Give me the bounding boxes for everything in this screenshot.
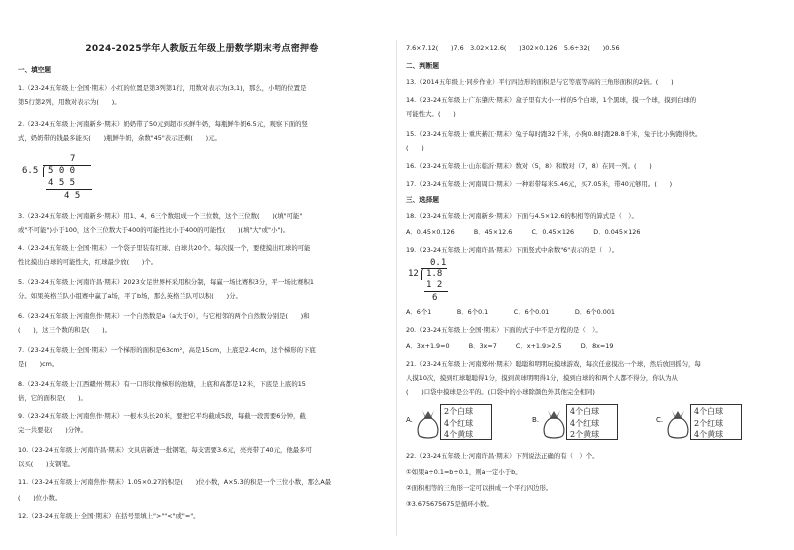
bag-a-letter: A. — [406, 416, 413, 424]
q6-line2: ( )，这三个数的和是( )。 — [18, 326, 112, 334]
left-column — [14, 0, 390, 550]
right-column — [402, 0, 782, 550]
q2-line1: 2.（23-24五年级上·河南新乡·期末）奶奶带了50元到超市买鲜牛奶，每瓶鲜牛奶6.5元，观察下面的竖 — [18, 120, 308, 128]
div2-dividend: 1.8 — [426, 269, 443, 279]
q18-line: 18.（23-24五年级上·河南新乡·期末）下面与4.5×12.6的积相等的算式是（ ）。 — [406, 212, 638, 220]
q10-line1: 10.（23-24五年级上·河南许昌·期末）文具店新进一批钢笔，每支需要3.6元，亮亮带了40元，他最多可 — [18, 446, 312, 454]
q22-statement-3: ③3.675675675是循环小数。 — [406, 500, 493, 508]
div1-product: 4 5 5 — [48, 178, 76, 188]
bag-option-c[interactable] — [656, 404, 766, 444]
bag-b-white: 4个白球 — [570, 407, 600, 416]
q17-line: 17.（23-24五年级上·河南周口·期末）一种彩带每米5.46元，买7.05米，带40元够用。( ) — [406, 180, 673, 188]
q14-line2: 可能性大。( ) — [406, 110, 456, 118]
q21-line2: 人摸10次，摸到红球聪聪得1分，摸到黄球明明得1分，摸到白球的和两个人都不得分，你认为从 — [406, 374, 678, 382]
bag-a-red: 4个红球 — [444, 418, 474, 428]
bag-option-b[interactable] — [532, 404, 642, 444]
q19-line: 19.（23-24五年级上·河南许昌·期末）下面竖式中余数"6"表示的是（ ）。 — [406, 246, 619, 254]
q8-line2: 倍，它的面积是( )。 — [18, 394, 87, 402]
long-division-1 — [22, 154, 102, 208]
bag-a-yellow: 4个黄球 — [444, 430, 474, 439]
q22-statement-2: ②面积相等的三角形一定可以拼成一个平行四边形。 — [406, 484, 553, 492]
bag-b-red: 4个红球 — [570, 418, 600, 428]
bag-c-contents — [690, 404, 742, 440]
bag-c-yellow: 4个黄球 — [694, 430, 724, 439]
bag-c-letter: C. — [656, 416, 664, 424]
bag-icon — [416, 406, 440, 440]
q22-statement-1: ①如果a÷0.1=b÷0.1，则a一定小于b。 — [406, 468, 522, 476]
q4-line1: 4.（23-24五年级上·全国·期末）一个袋子里装有红球、白球共20个。每次摸一个，要使摸出红球的可能 — [18, 244, 311, 252]
q3-line2: 或"不可能")小于100，这个三位数大于400的可能性比小于400的可能性( )(填"大"或"小")。 — [18, 226, 290, 234]
q11-line2: ( )位小数。 — [18, 494, 62, 502]
q11-line1: 11.（23-24五年级上·河南焦作·期末）1.05×0.27的积是( )位小数，A×5.3的积是一个三位小数，那么A最 — [18, 478, 332, 486]
bag-options — [406, 404, 766, 444]
q6-line1: 6.（23-24五年级上·河南焦作·期末）一个自然数是a（a大于0），与它相邻的两个自然数分别是( )和 — [18, 312, 310, 320]
q22-line: 22.（23-24五年级上·河南许昌·期末）下列说法正确的有（ ）个。 — [406, 452, 599, 460]
q19-options: A．6个1 B．6个0.1 C．6个0.01 D．6个0.001 — [406, 308, 615, 316]
div1-quotient: 7 — [70, 154, 76, 164]
section-fill-blank: 一、填空题 — [18, 66, 51, 74]
q4-line2: 性比摸出白球的可能性大，红球最少放( )个。 — [18, 258, 158, 266]
div1-divisor: 6.5 — [22, 166, 39, 176]
q12-line: 12.（23-24五年级上·全国·期末）在括号里填上">""<"或"="。 — [18, 512, 200, 520]
q15-line1: 15.（23-24五年级上·重庆綦江·期末）兔子每时跑32千米，小狗0.8时跑28.8千米，兔子比小狗跑得快。 — [406, 130, 702, 138]
bag-c-red: 2个红球 — [694, 418, 724, 428]
bag-b-yellow: 2个黄球 — [570, 430, 600, 439]
section-choice: 三、选择题 — [406, 196, 439, 204]
q13-line: 13.（2014五年级上·同步作业）平行四边形的面积是与它等底等高的三角形面积的2倍。( ) — [406, 78, 674, 86]
bag-option-a[interactable] — [406, 404, 516, 444]
div2-product: 1 2 — [426, 280, 443, 290]
q3-line1: 3.（23-24五年级上·河南新乡·期末）用1、4、6三个数组成一个三位数，这个三位数( )(填"可能" — [18, 212, 303, 220]
q1-line2: 第5行第2列，用数对表示为( )。 — [18, 98, 121, 106]
div2-remainder: 6 — [432, 293, 438, 303]
bag-b-contents — [566, 404, 618, 440]
bag-b-letter: B. — [532, 416, 540, 424]
div2-bracket — [421, 268, 425, 280]
q21-line1: 21.（23-24五年级上·河南郑州·期末）聪聪和明明玩摸球游戏，每次任意摸出一个球，然后放回摇匀，每 — [406, 360, 701, 368]
q7-line1: 7.（23-24五年级上·全国·期末）一个梯形的面积是63cm²，高是15cm，上底是2.4cm，这个梯形的下底 — [18, 346, 316, 354]
q21-line3: ( )口袋中摸球是公平的。(口袋中的小球除颜色外其他完全相同) — [406, 388, 595, 396]
long-division-2 — [408, 258, 468, 306]
q15-line2: ( ) — [406, 144, 424, 152]
column-divider — [396, 40, 397, 536]
q9-line2: 完一共要花( )分钟。 — [18, 426, 87, 434]
div1-dividend: 5 0 0 — [48, 166, 76, 176]
bag-icon — [666, 406, 690, 440]
q14-line1: 14.（23-24五年级上·广东肇庆·期末）盒子里有大小一样的5个白球，1个黑球，摸一个球，摸到白球的 — [406, 96, 697, 104]
div1-bracket — [43, 165, 47, 177]
div2-divisor: 12 — [408, 269, 419, 279]
q1-line1: 1.（23-24五年级上·全国·期末）小红的位置是第3列第1行，用数对表示为(3,1)，那么，小明的位置是 — [18, 84, 307, 92]
q7-line2: 是( )cm。 — [18, 360, 59, 368]
q8-line1: 8.（23-24五年级上·江西赣州·期末）有一口形状像梯形的池塘，上底和高都是12米，下底是上底的15 — [18, 380, 306, 388]
div1-subtract-line — [46, 189, 92, 190]
div1-remainder: 4 5 — [64, 191, 81, 201]
q16-line: 16.（23-24五年级上·山东临沂·期末）数对（5，8）和数对（7，8）在同一列。( ) — [406, 162, 652, 170]
bag-icon — [542, 406, 566, 440]
bag-a-contents — [440, 404, 492, 440]
page-title: 2024-2025学年人教版五年级上册数学期末考点密押卷 — [85, 44, 319, 54]
q20-line: 20.（23-24五年级上·全国·期末）下面的式子中不是方程的是（ ）。 — [406, 326, 602, 334]
bag-c-white: 4个白球 — [694, 407, 724, 416]
q9-line1: 9.（23-24五年级上·河南焦作·期末）一根木头长20米，要把它平均截成5段，每截一段需要6分钟，截 — [18, 412, 306, 420]
div2-subtract-line — [424, 291, 448, 292]
q2-line2: 式，奶奶带的钱最多能买( )瓶鲜牛奶，余数"45"表示还剩( )元。 — [18, 134, 221, 142]
bag-a-white: 2个白球 — [444, 407, 474, 416]
q20-options: A．3x+1.9=0 B．3x=7 C．x+1.9>2.5 D．8x=19 — [406, 342, 614, 350]
section-true-false: 二、判断题 — [406, 62, 439, 70]
q18-options: A．0.45×0.126 B．45×12.6 C．0.45×126 D．0.045×126 — [406, 228, 641, 236]
q10-line2: 以买( )支钢笔。 — [18, 460, 75, 468]
q5-line2: 分。如果英格兰队小组赛中赢了a场，平了b场，那么英格兰队可以积( )分。 — [18, 292, 242, 300]
q5-line1: 5.（23-24五年级上·河南许昌·期末）2023女足世界杯采用积分制，每赢一场比赛积3分，平一场比赛积1 — [18, 278, 314, 286]
q12-comparisons: 7.6×7.12( )7.6 3.02×12.6( )302×0.126 5.6÷32( )0.56 — [406, 44, 620, 52]
div2-quotient: 0.1 — [430, 258, 447, 268]
